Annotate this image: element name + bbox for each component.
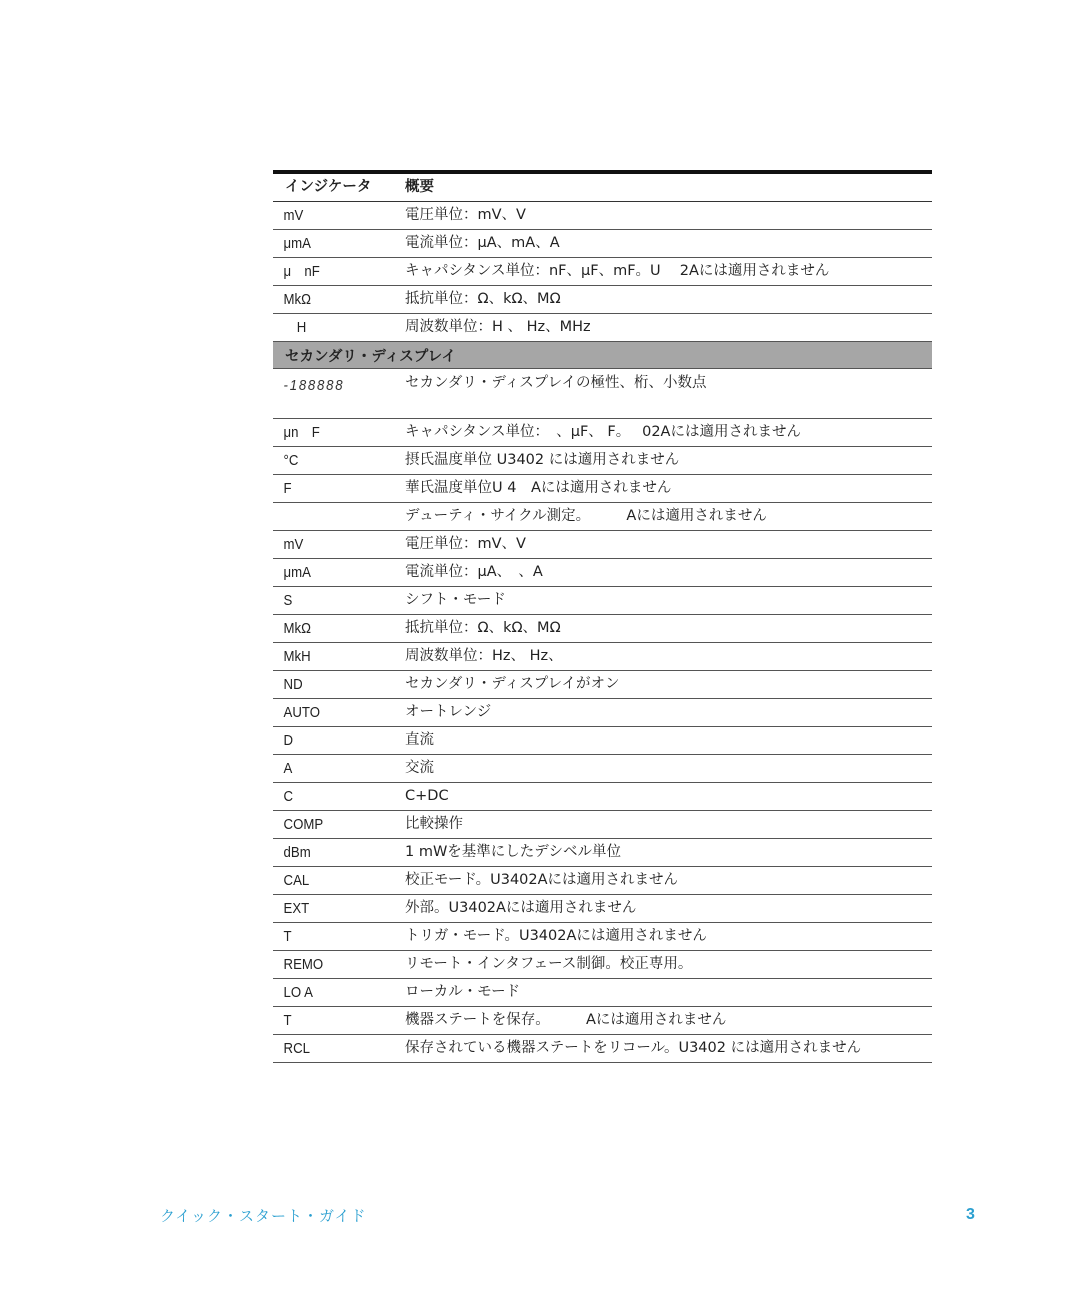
row-description: 校正モード。U3402Aには適用されません <box>405 871 679 888</box>
row-indicator: D <box>283 731 294 749</box>
table-row <box>273 258 932 286</box>
row-description: 摂氏温度単位 U3402 には適用されません <box>405 451 680 468</box>
table-row <box>273 1035 932 1063</box>
table-row <box>273 867 932 895</box>
row-indicator: S <box>283 591 293 609</box>
segment-display-glyph: -188888 <box>283 377 345 394</box>
row-description: C+DC <box>405 787 449 804</box>
table-header-row <box>273 174 932 202</box>
table-row <box>273 202 932 230</box>
secondary-rows <box>273 419 932 1063</box>
table-row <box>273 314 932 342</box>
table-row <box>273 895 932 923</box>
primary-rows <box>273 202 932 342</box>
header-description: 概要 <box>405 178 434 195</box>
row-indicator: °C <box>283 451 299 469</box>
table-row <box>273 811 932 839</box>
row-description: 比較操作 <box>405 815 463 832</box>
table-row <box>273 559 932 587</box>
row-indicator: CAL <box>283 871 310 889</box>
table-row <box>273 419 932 447</box>
row-description: 外部。U3402Aには適用されません <box>405 899 637 916</box>
row-indicator: MkH <box>283 647 311 665</box>
row-indicator: dBm <box>283 843 311 861</box>
row-description: セカンダリ・ディスプレイがオン <box>405 675 620 692</box>
row-indicator: μmA <box>283 563 311 581</box>
row-indicator: H <box>283 318 307 336</box>
row-indicator: T <box>283 1011 292 1029</box>
row-description: 1 mWを基準にしたデシベル単位 <box>405 843 622 860</box>
table-row <box>273 1007 932 1035</box>
row-description: 保存されている機器ステートをリコール。U3402 には適用されません <box>405 1039 862 1056</box>
row-indicator: A <box>283 759 293 777</box>
row-description: 電圧単位：mV、V <box>405 206 526 223</box>
row-indicator: EXT <box>283 899 310 917</box>
row-description: デューティ・サイクル測定。 Aには適用されません <box>405 507 767 524</box>
row-indicator: μmA <box>283 234 311 252</box>
row-indicator: REMO <box>283 955 324 973</box>
row-description: キャパシタンス単位：nF、μF、mF。U 2Aには適用されません <box>405 262 830 279</box>
row-description: シフト・モード <box>405 591 506 608</box>
page-number: 3 <box>966 1206 975 1223</box>
row-description: ローカル・モード <box>405 983 521 1000</box>
indicator-table <box>273 170 932 1063</box>
section-header: セカンダリ・ディスプレイ <box>273 342 932 369</box>
row-indicator: MkΩ <box>283 619 312 637</box>
row-indicator: AUTO <box>283 703 320 721</box>
footer-title: クイック・スタート・ガイド <box>160 1207 367 1225</box>
row-description: 華氏温度単位U 4 Aには適用されません <box>405 479 672 496</box>
row-indicator: mV <box>283 535 304 553</box>
row-indicator: LO A <box>283 983 313 1001</box>
row-description: トリガ・モード。U3402Aには適用されません <box>405 927 707 944</box>
table-row <box>273 230 932 258</box>
table-row <box>273 615 932 643</box>
table-row <box>273 369 932 419</box>
row-indicator: T <box>283 927 292 945</box>
row-description: オートレンジ <box>405 703 492 720</box>
table-row <box>273 839 932 867</box>
row-indicator: mV <box>283 206 304 224</box>
table-row <box>273 951 932 979</box>
row-indicator: RCL <box>283 1039 310 1057</box>
table-row <box>273 286 932 314</box>
table-row <box>273 783 932 811</box>
row-description: 電流単位：μA、mA、A <box>405 234 560 251</box>
table-row <box>273 531 932 559</box>
row-description: 電流単位：μA、 、A <box>405 563 543 580</box>
table-row <box>273 979 932 1007</box>
row-description: 抵抗単位：Ω、kΩ、MΩ <box>405 290 561 307</box>
row-indicator: F <box>283 479 292 497</box>
table-row <box>273 475 932 503</box>
row-description: 交流 <box>405 759 434 776</box>
row-description: リモート・インタフェース制御。校正専用。 <box>405 955 693 972</box>
row-description: 周波数単位：Hz、 Hz、 <box>405 647 563 664</box>
table-row <box>273 671 932 699</box>
row-description: 周波数単位：H 、 Hz、MHz <box>405 318 591 335</box>
row-indicator: C <box>283 787 294 805</box>
row-description: 電圧単位：mV、V <box>405 535 526 552</box>
table-row <box>273 923 932 951</box>
row-description: キャパシタンス単位： 、μF、 F。 02Aには適用されません <box>405 423 801 440</box>
header-indicator: インジケータ <box>285 178 372 195</box>
table-row <box>273 699 932 727</box>
row-description: セカンダリ・ディスプレイの極性、桁、小数点 <box>405 375 707 391</box>
table-row <box>273 755 932 783</box>
row-description: 機器ステートを保存。 Aには適用されません <box>405 1011 727 1028</box>
table-row <box>273 503 932 531</box>
table-row <box>273 643 932 671</box>
row-indicator: μ nF <box>283 262 320 280</box>
table-row <box>273 727 932 755</box>
row-indicator: ND <box>283 675 303 693</box>
table-row <box>273 447 932 475</box>
row-indicator: MkΩ <box>283 290 312 308</box>
row-indicator: COMP <box>283 815 324 833</box>
row-description: 直流 <box>405 731 434 748</box>
row-description: 抵抗単位：Ω、kΩ、MΩ <box>405 619 561 636</box>
row-indicator: μn F <box>283 423 320 441</box>
table-row <box>273 587 932 615</box>
